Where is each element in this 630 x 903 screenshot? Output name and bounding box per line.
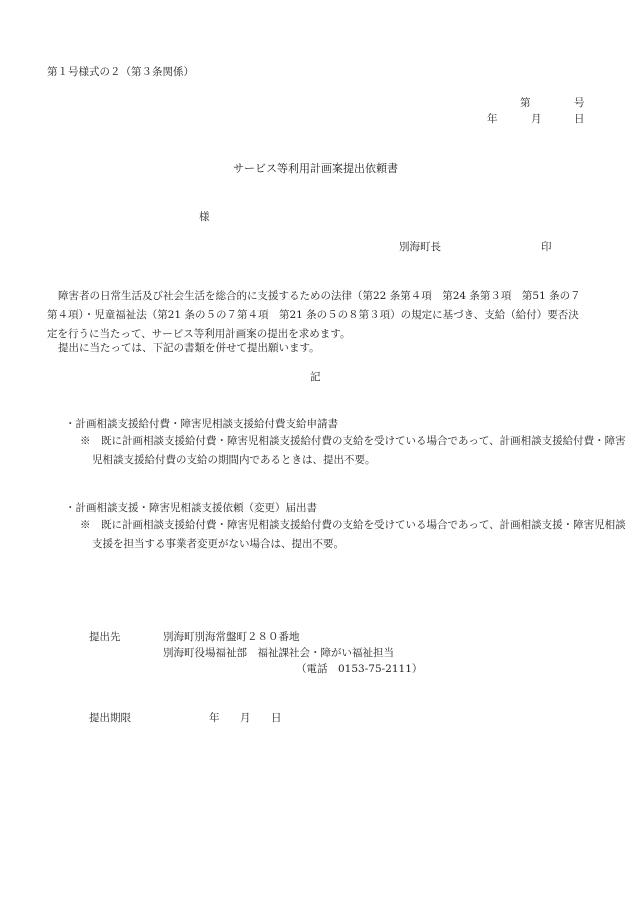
item-1-note: ※ 既に計画相談支援給付費・障害児相談支援給付費の支給を受けている場合であって、計画相談支援給付費・障害児相談支援給付費の支給の期間内であるときは、提出不要。 <box>80 435 626 466</box>
deadline-month: 月 <box>240 712 251 724</box>
date-year: 年 <box>487 113 498 125</box>
ki-heading: 記 <box>310 371 321 383</box>
date-day: 日 <box>574 113 585 125</box>
body-paragraph-1: 障害者の日常生活及び社会生活を総合的に支援するための法律（第22 条第４項 第24 条第３項 第51 条の７第４項）・児童福祉法（第21 条の５の７第４項 第21 条の５の８第３項）の規定に基づき、支給（給付）要否決定を行うに当たって、サービス等利用計画案の提出を求めます。 <box>47 290 581 340</box>
submission-phone: （電話 0153-75-2111） <box>296 663 423 675</box>
date-month: 月 <box>531 113 542 125</box>
document-title: サービス等利用計画案提出依頼書 <box>233 162 398 175</box>
item-1-title: ・計画相談支援給付費・障害児相談支援給付費支給申請書 <box>65 418 338 430</box>
body-paragraph-2: 提出に当たっては、下記の書類を併せて提出願います。 <box>58 342 320 354</box>
submission-address: 別海町別海常盤町２８０番地 <box>163 631 300 643</box>
item-2-note: ※ 既に計画相談支援給付費・障害児相談支援給付費の支給を受けている場合であって、計画相談支援・障害児相談支援を担当する事業者変更がない場合は、提出不要。 <box>80 519 626 550</box>
submission-office: 別海町役場福祉部 福祉課社会・障がい福祉担当 <box>163 647 394 659</box>
addressee-suffix: 様 <box>199 211 210 223</box>
seal-mark: 印 <box>541 241 552 253</box>
number-dai: 第 <box>520 97 531 109</box>
submission-label: 提出先 <box>89 631 121 643</box>
deadline-day: 日 <box>271 712 282 724</box>
number-go: 号 <box>574 97 585 109</box>
item-2-title: ・計画相談支援・障害児相談支援依頼（変更）届出書 <box>65 502 317 514</box>
deadline-label: 提出期限 <box>89 712 131 724</box>
deadline-year: 年 <box>209 712 220 724</box>
issuer: 別海町長 <box>399 241 441 253</box>
form-label: 第１号様式の２（第３条関係） <box>47 66 194 78</box>
